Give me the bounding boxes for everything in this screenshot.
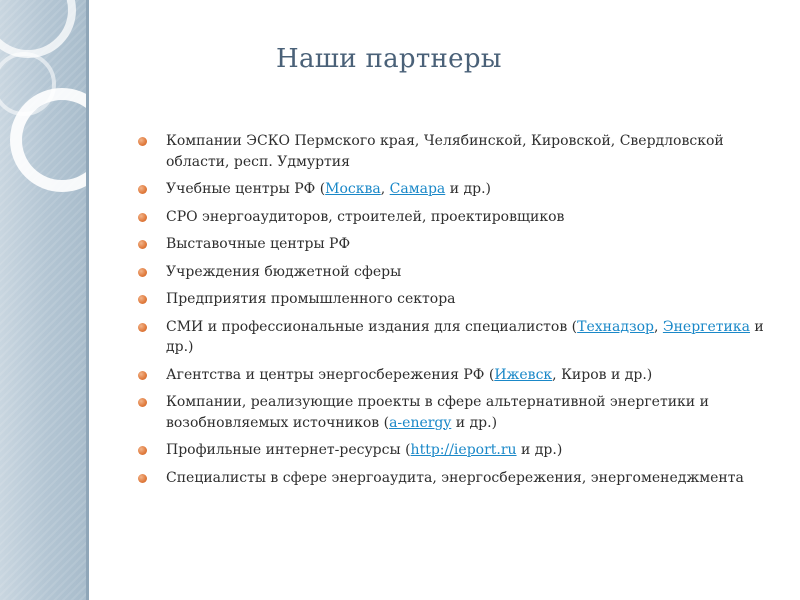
bullet-icon (138, 446, 147, 455)
bullet-icon (138, 185, 147, 194)
item-text: СМИ и профессиональные издания для специалистов ( (166, 318, 578, 335)
bullet-icon (138, 398, 147, 407)
item-text: и др.) (451, 414, 498, 431)
partner-list (138, 131, 788, 495)
item-text: Компании ЭСКО Пермского края, Челябинской, Кировской, Свердловской области, респ. Удмуртия (166, 133, 724, 170)
bullet-icon (138, 213, 147, 222)
item-text: Специалисты в сфере энергоаудита, энергосбережения, энергоменеджмента (166, 469, 744, 486)
slide-title: Наши партнеры (276, 44, 502, 74)
item-text: Компании, реализующие проекты в сфере альтернативной энергетики и возобновляемых источников ( (166, 394, 709, 431)
bullet-icon (138, 240, 147, 249)
partner-list-item (138, 289, 788, 310)
partner-link[interactable]: Ижевск (494, 366, 553, 383)
item-text: и др.) (445, 181, 492, 197)
item-text: , (653, 318, 663, 335)
bullet-icon (138, 295, 147, 304)
item-text: и др.) (166, 318, 764, 355)
partner-list-item (138, 234, 788, 255)
partner-link[interactable]: Москва (325, 181, 381, 197)
partner-link[interactable]: Технадзор (577, 318, 654, 335)
bullet-icon (138, 268, 147, 277)
decorative-ring (0, 0, 76, 58)
item-text: СРО энергоаудиторов, строителей, проектировщиков (166, 208, 565, 225)
bullet-icon (138, 137, 147, 146)
partner-list-item (138, 131, 788, 172)
bullet-icon (138, 371, 147, 380)
partner-list-item (138, 179, 788, 200)
partner-list-item (138, 392, 788, 433)
partner-list-item (138, 440, 788, 461)
partner-link[interactable]: Самара (389, 181, 446, 197)
bullet-icon (138, 323, 147, 332)
item-text: , Киров и др.) (552, 366, 653, 383)
partner-list-item (138, 468, 788, 489)
partner-list-item (138, 207, 788, 228)
partner-list-item (138, 317, 788, 358)
item-text: Учреждения бюджетной сферы (166, 263, 402, 280)
partner-list-item (138, 365, 788, 386)
partner-link[interactable]: а-energy (389, 414, 452, 431)
item-text: Выставочные центры РФ (166, 236, 351, 252)
partner-link[interactable]: Энергетика (662, 318, 750, 335)
partner-link[interactable]: http://ieport.ru (410, 442, 517, 458)
decorative-sidebar (0, 0, 88, 600)
item-text: Профильные интернет-ресурсы ( (166, 442, 411, 458)
bullet-icon (138, 474, 147, 483)
item-text: и др.) (516, 442, 563, 458)
item-text: , (380, 181, 390, 197)
item-text: Учебные центры РФ ( (166, 181, 326, 197)
partner-list-item (138, 262, 788, 283)
sidebar-divider (86, 0, 89, 600)
item-text: Предприятия промышленного сектора (166, 291, 456, 307)
item-text: Агентства и центры энергосбережения РФ ( (166, 366, 495, 383)
